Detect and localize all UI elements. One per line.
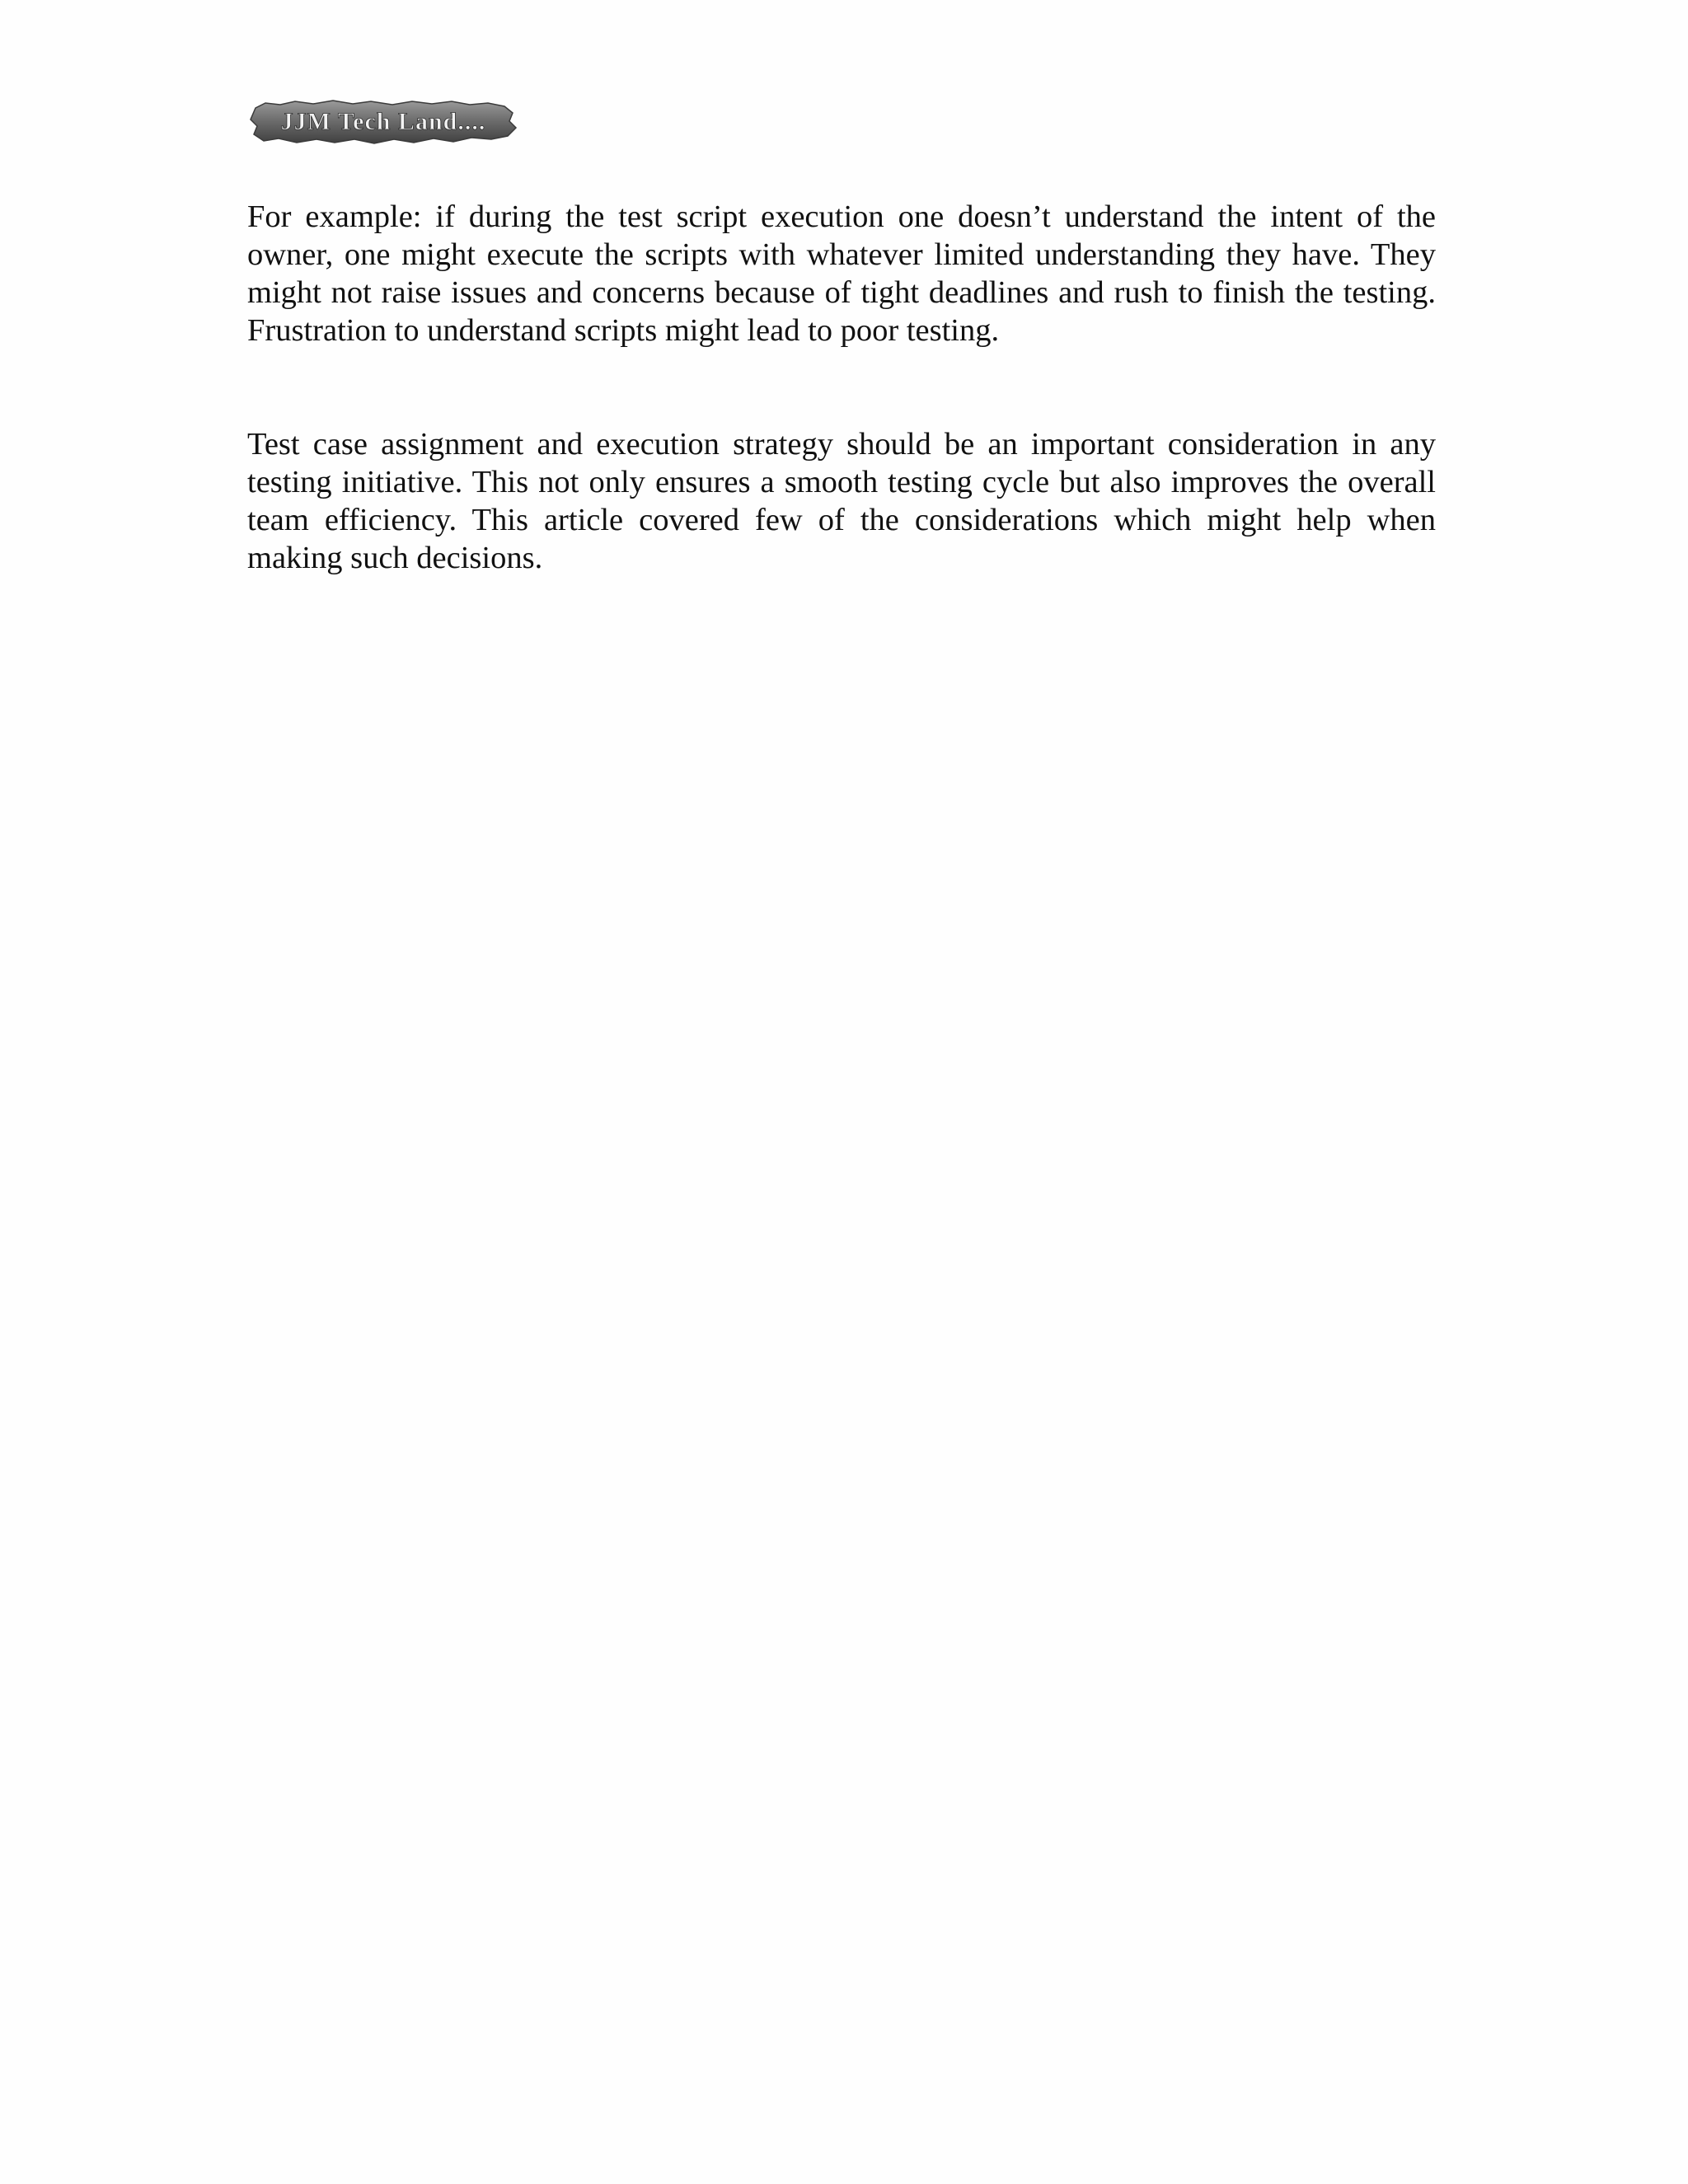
logo-badge-graphic bbox=[247, 96, 519, 148]
site-logo bbox=[247, 96, 519, 148]
logo-text: JJM Tech Land.... bbox=[280, 108, 486, 135]
paragraph-example: For example: if during the test script execution one doesn’t understand the intent of the owner, one might execute the scripts with whatever limited understanding they have. They might not raise issues and concerns because of tight deadlines and rush to finish the testing. Frustration to understand scripts might lead to poor testing. bbox=[247, 199, 1436, 348]
paragraph-conclusion: Test case assignment and execution strategy should be an important consideration in any testing initiative. This not only ensures a smooth testing cycle but also improves the overall team efficiency. This article covered few of the considerations which might help when making such decisions. bbox=[247, 427, 1436, 575]
